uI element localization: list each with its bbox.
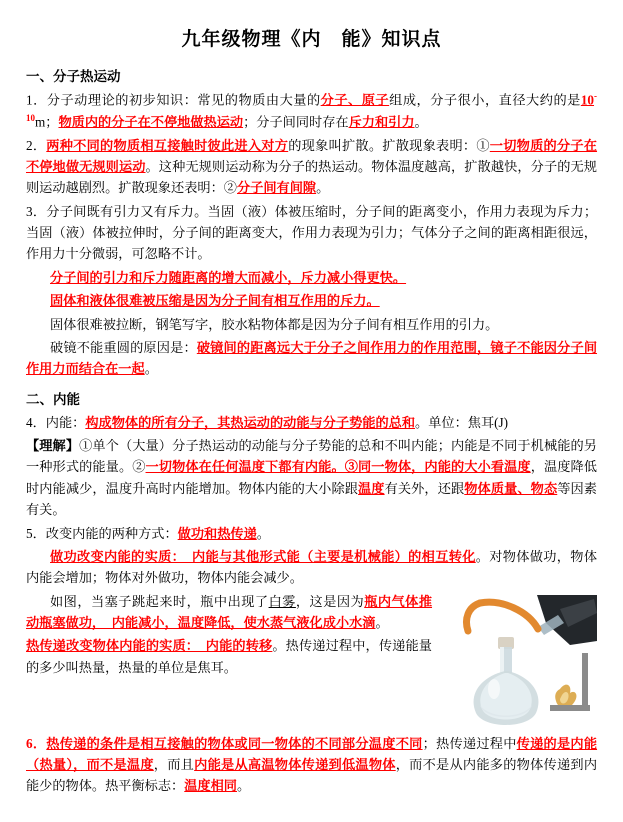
section-heading-1: 一、分子热运动 <box>26 69 121 84</box>
text-run: 等因素有关。 <box>26 480 597 518</box>
text-run-highlight: 一切物体在任何温度下都有内能。③同一物体，内能的大小看温度 <box>145 459 531 475</box>
text-run: ，这是因为 <box>295 593 365 609</box>
text-run: ，温度降低时内能减少，温度升高时内能增加。物体内能的大小除跟 <box>26 459 597 496</box>
text-run: 。 <box>144 361 158 377</box>
text-run-highlight: 分子、原子 <box>320 92 390 108</box>
text-run: 改变内能的两种方式： <box>45 525 178 541</box>
text-run: 内能： <box>45 414 86 430</box>
text-run: ，而且 <box>153 757 195 773</box>
text-run-highlight: 固体和液体很难被压缩是因为分子间有相互作用的斥力。 <box>50 293 380 309</box>
paragraph-6 <box>26 314 597 335</box>
text-run-highlight: 构成物体的所有分子，其热运动的动能与分子势能的总和 <box>85 414 416 430</box>
text-run-highlight: 物质内的分子在不停地做热运动 <box>58 114 244 130</box>
text-run-highlight: 做功和热传递 <box>177 525 257 541</box>
text-run: 破镜不能重圆的原因是： <box>50 339 197 355</box>
text-run: 。 <box>375 615 389 631</box>
text-run-underline: 白雾 <box>268 593 296 609</box>
text-run-superscript: -10 <box>26 91 598 123</box>
text-run-bold: 【理解】 <box>26 438 80 454</box>
text-run: 。单位：焦耳(J) <box>415 414 509 430</box>
section-heading-2: 二、内能 <box>26 391 80 407</box>
paragraph-9 <box>26 435 597 521</box>
text-run: 的现象叫扩散。扩散现象表明：① <box>288 137 490 153</box>
text-run-highlight: 瓶内气体推动瓶塞做功， 内能减小，温度降低，使水蒸气液化成小水滴 <box>26 593 433 631</box>
text-run: 。 <box>316 180 330 196</box>
text-run-highlight: 分子间的引力和斥力随距离的增大而减小，斥力减小得更快。 <box>50 269 407 285</box>
text-run: 固体很难被拉断，钢笔写字，胶水粘物体都是因为分子间有相互作用的引力。 <box>50 316 499 332</box>
text-run: 内能是不同于机械能的另一种形式的能量。② <box>26 438 597 475</box>
paragraph-7 <box>26 337 597 380</box>
paragraph-5 <box>26 290 597 311</box>
paragraph-1 <box>26 89 597 133</box>
text-run: 分子动理论的初步知识：常见的物质由大量的 <box>46 92 321 108</box>
text-run: 。 <box>414 114 428 130</box>
text-run: m； <box>35 114 59 130</box>
text-run: 。这种无规则运动称为分子的热运动。物体温度越高，扩散越快，分子的无规则运动越剧烈。扩散现象还表明：② <box>26 158 597 196</box>
paragraph-14 <box>26 733 597 797</box>
text-run-highlight: 两种不同的物质相互接触时彼此进入对方 <box>46 137 289 153</box>
text-run-highlight: 分子间有间隙 <box>237 180 317 196</box>
text-run-highlight: 传递的是内能（热量），而不是温度 <box>26 735 598 773</box>
paragraph-11 <box>26 546 597 589</box>
text-run-highlight: 10 <box>580 92 595 108</box>
text-run: ，而不是从内能多的物体传递到内能少的物体。热平衡标志： <box>26 757 598 794</box>
text-run: ；分子间同时存在 <box>243 114 349 130</box>
text-run-highlight: 一切物质的分子在不停地做无规则运动 <box>26 137 598 174</box>
text-run: 如图，当塞子跳起来时，瓶中出现了 <box>50 593 269 609</box>
text-run-highlight: 斥力和引力 <box>348 114 415 130</box>
experiment-figure <box>442 593 597 731</box>
paragraph-10 <box>26 523 597 544</box>
text-run: 有关外，还跟 <box>384 480 465 496</box>
page-title: 九年级物理《内 能》知识点 <box>181 29 442 50</box>
item-number: 2． <box>26 137 47 153</box>
text-run: 。热传递过程中，传递能量的多少叫热量，热量的单位是焦耳。 <box>26 638 432 675</box>
text-run: 。 <box>237 778 251 794</box>
paragraph-3 <box>26 201 597 265</box>
item-number: 4． <box>26 414 46 430</box>
text-run-highlight: 热传递的条件是相互接触的物体或同一物体的不同部分温度不同 <box>46 735 423 751</box>
flask-experiment-illustration <box>442 593 597 731</box>
text-run: 。 <box>256 525 270 541</box>
item-number: 6． <box>26 735 47 751</box>
item-number: 3． <box>26 203 47 219</box>
text-run-highlight: 破镜间的距离远大于分子之间作用力的作用范围，镜子不能因分子间作用力而结合在一起 <box>26 339 598 377</box>
text-run-highlight: 热传递改变物体内能的实质： 内能的转移 <box>26 638 273 654</box>
paragraph-8 <box>26 412 597 433</box>
text-run: 组成，分子很小，直径大约的是 <box>389 92 581 108</box>
text-run: 分子间既有引力又有斥力。当固（液）体被压缩时，分子间的距离变小，作用力表现为斥力；当固（液）体被拉伸时，分子间的距离变大，作用力表现为引力；气体分子之间的距离相距很远，作用力十分微弱，可忽略不计。 <box>26 203 598 262</box>
item-number: 5． <box>26 525 46 541</box>
text-run: ①单个（大量）分子热运动的动能与分子势能的总和不叫内能； <box>79 438 451 454</box>
text-run-highlight: 做功改变内能的实质： 内能与其他形式能（主要是机械能）的相互转化 <box>50 548 476 564</box>
text-run-highlight: 内能是从高温物体传递到低温物体 <box>194 757 396 773</box>
item-number: 1． <box>26 92 47 108</box>
paragraph-4 <box>26 267 597 288</box>
text-run: ；热传递过程中 <box>422 735 517 751</box>
text-run-highlight: 物体质量、物态 <box>464 480 558 496</box>
paragraph-2 <box>26 135 597 199</box>
text-run-highlight: 温度相同 <box>184 778 237 794</box>
text-run-highlight: 温度 <box>358 480 385 496</box>
text-run: 。对物体做功，物体内能会增加；物体对外做功，物体内能会减少。 <box>26 548 598 586</box>
